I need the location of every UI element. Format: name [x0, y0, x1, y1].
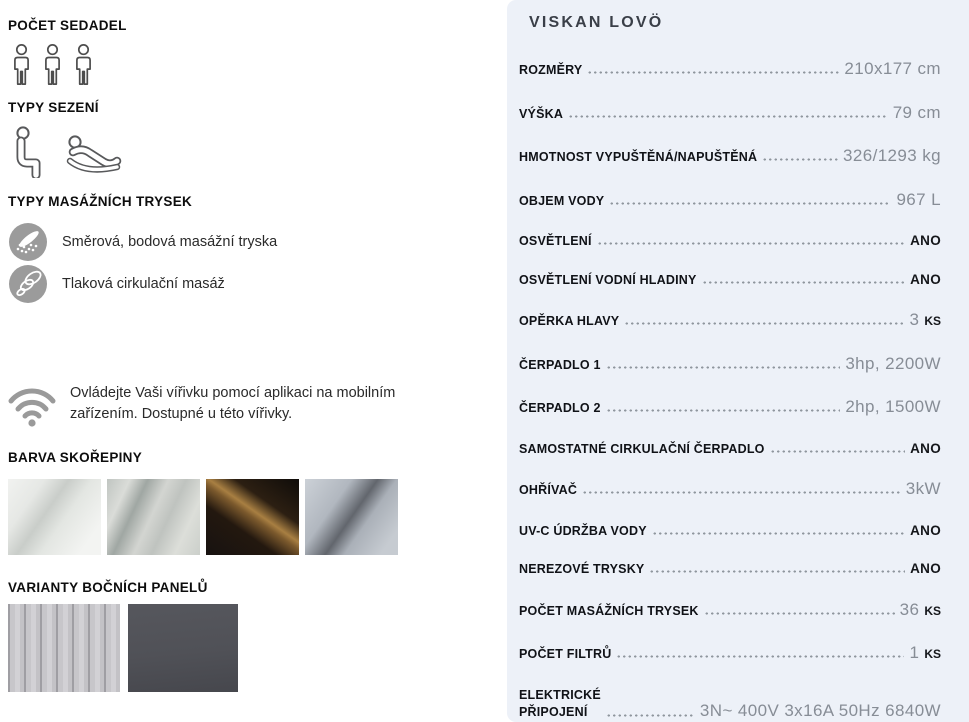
shell-colors-section	[8, 450, 491, 555]
lounger-seat-icon	[60, 132, 122, 178]
spec-label: POČET MASÁŽNÍCH TRYSEK	[519, 603, 699, 618]
wifi-icon	[8, 386, 56, 428]
side-panel-variants	[8, 604, 491, 692]
spec-unit: KS	[924, 314, 941, 328]
wifi-feature	[8, 383, 491, 428]
dotted-leader	[702, 281, 906, 284]
spec-label: HMOTNOST VYPUŠTĚNÁ/NAPUŠTĚNÁ	[519, 150, 758, 164]
spec-label: OHŘÍVAČ	[519, 483, 578, 497]
dotted-leader	[606, 714, 695, 717]
shell-color-swatch-dark-bronze	[206, 479, 299, 555]
spec-value: 3	[909, 310, 920, 329]
spec-row-electrical	[519, 687, 941, 721]
seats-heading: POČET SEDADEL	[8, 18, 127, 33]
directional-jet-icon	[8, 222, 48, 262]
shell-color-swatch-white-pearl	[8, 479, 101, 555]
shell-colors-heading: BARVA SKOŘEPINY	[8, 450, 143, 465]
seat-count-icons	[8, 44, 491, 86]
spec-label: VÝŠKA	[519, 106, 564, 121]
spec-row	[519, 561, 941, 576]
spec-value: 79 cm	[892, 102, 941, 122]
jet-type-label: Směrová, bodová masážní tryska	[62, 234, 278, 250]
spec-row	[519, 310, 941, 330]
spec-unit: KS	[924, 647, 941, 661]
spec-label: ČERPADLO 1	[519, 357, 601, 372]
jet-types-list	[8, 222, 491, 304]
spec-row	[519, 441, 941, 456]
spec-label: OSVĚTLENÍ	[519, 234, 592, 248]
spec-row	[519, 397, 941, 417]
spec-label: UV-C ÚDRŽBA VODY	[519, 523, 647, 538]
dotted-leader	[624, 322, 904, 325]
dotted-leader	[568, 115, 888, 118]
product-title: VISKAN LOVÖ	[529, 14, 664, 31]
spec-label: OPĚRKA HLAVY	[519, 314, 620, 328]
spec-value: 967 L	[896, 189, 941, 209]
dotted-leader	[652, 532, 905, 535]
spec-label: ROZMĚRY	[519, 63, 583, 77]
spec-row	[519, 146, 941, 166]
spec-row	[519, 600, 941, 620]
dotted-leader	[649, 570, 905, 573]
spec-row	[519, 272, 941, 287]
seating-type-icons	[8, 124, 491, 178]
spec-row	[519, 190, 941, 210]
spec-row	[519, 354, 941, 374]
wifi-description: Ovládejte Vaši vířivku pomocí aplikaci na mobilním zařízením. Dostupné u této vířivky.	[70, 385, 396, 422]
spec-row	[519, 103, 941, 123]
spec-label: OBJEM VODY	[519, 193, 605, 208]
side-panels-heading: VARIANTY BOČNÍCH PANELŮ	[8, 580, 208, 595]
person-icon	[8, 44, 35, 86]
spec-value: 210x177 cm	[844, 59, 941, 78]
side-panels-section	[8, 580, 491, 692]
electrical-label	[519, 687, 601, 721]
electrical-label-line2: PŘIPOJENÍ	[519, 704, 588, 719]
spec-value: 326/1293 kg	[843, 146, 941, 165]
dotted-leader	[606, 409, 841, 412]
jet-type-label: Tlaková cirkulační masáž	[62, 276, 225, 292]
spec-label: NEREZOVÉ TRYSKY	[519, 562, 645, 576]
spec-row	[519, 523, 941, 538]
spec-table-panel	[507, 0, 969, 722]
spec-value: 1	[909, 643, 920, 662]
seating-types-heading: TYPY SEZENÍ	[8, 100, 99, 115]
jet-types-heading: TYPY MASÁŽNÍCH TRYSEK	[8, 194, 193, 209]
spec-value: ANO	[910, 271, 941, 287]
spec-row	[519, 233, 941, 248]
spec-row	[519, 479, 941, 499]
spec-label: POČET FILTRŮ	[519, 647, 612, 661]
electrical-value: 3N~ 400V 3x16A 50Hz 6840W	[699, 700, 941, 720]
spec-value: 2hp, 1500W	[845, 397, 941, 416]
shell-color-swatches	[8, 479, 491, 555]
spec-value: ANO	[910, 233, 941, 248]
spec-unit: KS	[924, 603, 941, 618]
dotted-leader	[704, 612, 895, 615]
spec-label: ČERPADLO 2	[519, 401, 601, 415]
side-panel-variant-light-ribbed	[8, 604, 120, 692]
dotted-leader	[609, 202, 891, 205]
dotted-leader	[597, 242, 905, 245]
dotted-leader	[582, 491, 901, 494]
spec-value: ANO	[910, 522, 941, 538]
person-icon	[39, 44, 66, 86]
shell-color-swatch-silver-gray	[305, 479, 398, 555]
jet-type-item	[8, 222, 491, 262]
dotted-leader	[762, 158, 838, 161]
spec-value: 36	[899, 599, 920, 619]
spec-label: SAMOSTATNÉ CIRKULAČNÍ ČERPADLO	[519, 441, 765, 456]
dotted-leader	[770, 450, 906, 453]
spec-value: 3hp, 2200W	[845, 353, 941, 373]
spec-row	[519, 643, 941, 663]
electrical-label-line1: ELEKTRICKÉ	[519, 687, 601, 702]
spec-rows	[519, 59, 941, 663]
spec-row	[519, 59, 941, 79]
shell-color-swatch-gray-marble	[107, 479, 200, 555]
spec-value: ANO	[910, 440, 941, 456]
spec-label: OSVĚTLENÍ VODNÍ HLADINY	[519, 272, 697, 287]
person-icon	[70, 44, 97, 86]
side-panel-variant-dark-smooth	[128, 604, 238, 692]
spec-value: ANO	[910, 561, 941, 576]
dotted-leader	[616, 655, 904, 658]
jet-type-item	[8, 264, 491, 304]
dotted-leader	[587, 71, 839, 74]
upright-seat-icon	[8, 124, 50, 178]
spec-value: 3kW	[905, 479, 941, 498]
circulation-jet-icon	[8, 264, 48, 304]
dotted-leader	[606, 366, 841, 369]
